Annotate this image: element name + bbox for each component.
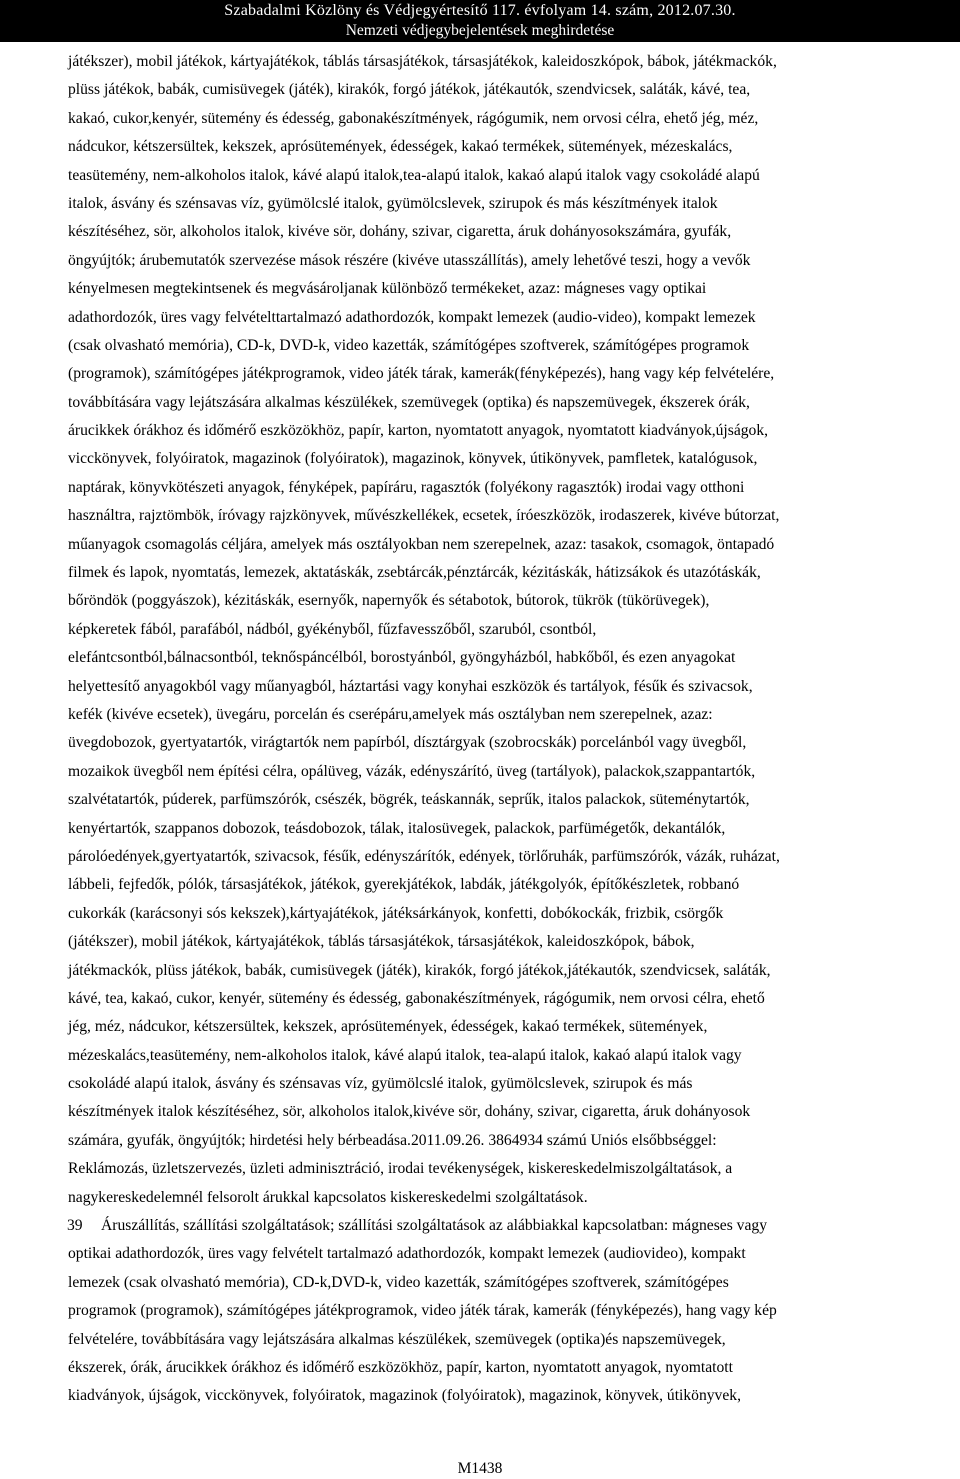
text-line: (játékszer), mobil játékok, kártyajátékok, táblás társasjátékok, társasjátékok, kaleidoszkópok, bábok, [68, 933, 695, 951]
page-number: M1438 [457, 1460, 503, 1477]
text-line: nagykereskedelemnél felsorolt árukkal kapcsolatos kiskereskedelmi szolgáltatások. [68, 1188, 588, 1206]
text-line: vicckönyvek, folyóiratok, magazinok (folyóiratok), magazinok, könyvek, útikönyvek, pamfletek, katalógusok, [68, 450, 758, 468]
text-line: italok, ásvány és szénsavas víz, gyümölcslé italok, gyümölcslevek, szirupok és más készítmények italok [68, 194, 718, 212]
text-line: Reklámozás, üzletszervezés, üzleti adminisztráció, irodai tevékenységek, kiskereskedelmiszolgáltatások, a [68, 1160, 733, 1178]
text-line: cukorkák (karácsonyi sós kekszek),kártyajátékok, játéksárkányok, konfetti, dobókockák, frizbik, csörgők [68, 904, 724, 922]
text-line: kenyértartók, szappanos dobozok, teásdobozok, tálak, italosüvegek, palackok, parfümégetők, dekantálók, [68, 819, 726, 837]
text-line: optikai adathordozók, üres vagy felvételt tartalmazó adathordozók, kompakt lemezek (audiovideo), kompakt [68, 1245, 746, 1263]
text-line: mozaikok üvegből nem építési célra, opálüveg, vázák, edényszárító, üveg (tartályok), palackok,szappantartók, [68, 762, 756, 780]
class39-heading-text: Áruszállítás, szállítási szolgáltatások; szállítási szolgáltatások az alábbiakkal kapcsolatban: mágneses vagy [101, 1217, 767, 1235]
text-line: továbbítására vagy lejátszására alkalmas készülékek, szemüvegek (optika) és napszemüvegek, ékszerek órák, [68, 393, 750, 411]
text-line: kakaó, cukor,kenyér, sütemény és édesség, gabonakészítmények, rágógumik, nem orvosi célra, ehető jég, méz, [68, 109, 759, 127]
text-line: elefántcsontból,bálnacsontból, teknőspáncélból, borostyánból, gyöngyházból, habkőből, és ezen anyagokat [68, 649, 736, 667]
text-line: használtra, rajztömbök, íróvagy rajzkönyvek, művészkellékek, ecsetek, íróeszközök, irodaszerek, kivéve bútorzat, [68, 507, 780, 525]
text-line: (csak olvasható memória), CD-k, DVD-k, video kazetták, számítógépes szoftverek, számítógépes programok [68, 336, 750, 354]
document-body [68, 48, 913, 1411]
text-line: filmek és lapok, nyomtatás, lemezek, aktatáskák, zsebtárcák,pénztárcák, kézitáskák, hátizsákok és utazótáskák, [68, 564, 761, 582]
text-line: számára, gyufák, öngyújtók; hirdetési hely bérbeadása.2011.09.26. 3864934 számú Uniós elsőbbséggel: [68, 1131, 717, 1149]
class-number: 39 [67, 1217, 83, 1235]
text-line: képkeretek fából, parafából, nádból, gyékényből, fűzfavesszőből, szaruból, csontból, [68, 620, 597, 638]
text-line: plüss játékok, babák, cumisüvegek (játék), kirakók, forgó játékok, játékautók, szendvicsek, saláták, kávé, tea, [68, 81, 751, 99]
text-line: helyettesítő anyagokból vagy műanyagból, háztartási vagy konyhai eszközök és tartályok, fésűk és szivacsok, [68, 677, 753, 695]
text-line: játékmackók, plüss játékok, babák, cumisüvegek (játék), kirakók, forgó játékok,játékautók, szendvicsek, saláták, [68, 961, 771, 979]
text-line: jég, méz, nádcukor, kétszersültek, kekszek, aprósütemények, édességek, kakaó termékek, sütemények, [68, 1018, 708, 1036]
text-line: árucikkek órákhoz és időmérő eszközökhöz, papír, karton, nyomtatott anyagok, nyomtatott kiadványok,újságok, [68, 422, 769, 440]
page-header [0, 0, 960, 42]
text-line: mézeskalács,teasütemény, nem-alkoholos italok, kávé alapú italok, tea-alapú italok, kakaó alapú italok vagy [68, 1046, 742, 1064]
text-line: párolóedények,gyertyatartók, szivacsok, fésűk, edényszárítók, edények, törlőruhák, parfümszórók, vázák, ruházat, [68, 847, 780, 865]
text-line: kávé, tea, kakaó, cukor, kenyér, sütemény és édesség, gabonakészítmények, rágógumik, nem orvosi célra, ehető [68, 989, 765, 1007]
text-line: naptárak, könyvkötészeti anyagok, fényképek, papíráru, ragasztók (folyékony ragasztók) irodai vagy otthoni [68, 478, 745, 496]
text-line: kefék (kivéve ecsetek), üvegáru, porcelán és cserépáru,amelyek más osztályban nem szerepelnek, azaz: [68, 705, 713, 723]
text-line: (programok), számítógépes játékprogramok, video játék tárak, kamerák(fényképezés), hang vagy kép felvételére, [68, 365, 775, 383]
text-line: üvegdobozok, gyertyatartók, virágtartók nem papírból, dísztárgyak (szobrocskák) porcelánból vagy üvegből, [68, 734, 747, 752]
text-line: nádcukor, kétszersültek, kekszek, aprósütemények, édességek, kakaó termékek, sütemények, mézeskalács, [68, 138, 733, 156]
text-line: ékszerek, órák, árucikkek órákhoz és időmérő eszközökhöz, papír, karton, nyomtatott anyagok, nyomtatott [68, 1358, 733, 1376]
text-line: lábbeli, fejfedők, pólók, társasjátékok, játékok, gyerekjátékok, labdák, játékgolyók, építőkészletek, robbanó [68, 876, 740, 894]
text-line: bőröndök (poggyászok), kézitáskák, esernyők, napernyők és sétabotok, bútorok, tükrök (tükörüvegek), [68, 592, 710, 610]
text-line: műanyagok csomagolás céljára, amelyek más osztályokban nem szerepelnek, azaz: tasakok, csomagok, öntapadó [68, 535, 775, 553]
class39-first-line [68, 1212, 913, 1240]
text-line: kiadványok, újságok, vicckönyvek, folyóiratok, magazinok (folyóiratok), magazinok, könyvek, útikönyvek, [68, 1387, 741, 1405]
section-title: Nemzeti védjegybejelentések meghirdetése [345, 22, 615, 39]
text-line: készítmények italok készítéséhez, sör, alkoholos italok,kivéve sör, dohány, szivar, cigaretta, áruk dohányosok [68, 1103, 751, 1121]
text-line: teasütemény, nem-alkoholos italok, kávé alapú italok,tea-alapú italok, kakaó alapú italok vagy csokoládé alapú [68, 166, 760, 184]
journal-title: Szabadalmi Közlöny és Védjegyértesítő 117. évfolyam 14. szám, 2012.07.30. [224, 2, 736, 19]
text-line: csokoládé alapú italok, ásvány és szénsavas víz, gyümölcslé italok, gyümölcslevek, szirupok és más [68, 1075, 693, 1093]
text-line: programok (programok), számítógépes játékprogramok, video játék tárak, kamerák (fényképezés), hang vagy kép [68, 1302, 777, 1320]
text-line: adathordozók, üres vagy felvételttartalmazó adathordozók, kompakt lemezek (audio-video), kompakt lemezek [68, 308, 756, 326]
text-line: felvételére, továbbítására vagy lejátszására alkalmas készülékek, szemüvegek (optika)és napszemüvegek, [68, 1330, 726, 1348]
text-line: kényelmesen megtekintsenek és megvásároljanak különböző termékeket, azaz: mágneses vagy optikai [68, 280, 707, 298]
text-line: készítéséhez, sör, alkoholos italok, kivéve sör, dohány, szivar, cigaretta, áruk dohányosokszámára, gyufák, [68, 223, 732, 241]
text-line: játékszer), mobil játékok, kártyajátékok, táblás társasjátékok, társasjátékok, kaleidoszkópok, bábok, játékmackók, [68, 53, 777, 70]
text-line: lemezek (csak olvasható memória), CD-k,DVD-k, video kazetták, számítógépes szoftverek, számítógépes [68, 1273, 729, 1291]
text-line: szalvétatartók, púderek, parfümszórók, csészék, bögrék, teáskannák, seprűk, italos palackok, süteménytartók, [68, 791, 750, 809]
text-line: öngyújtók; árubemutatók szervezése mások részére (kivéve utasszállítás), amely lehetővé teszi, hogy a vevők [68, 251, 751, 269]
